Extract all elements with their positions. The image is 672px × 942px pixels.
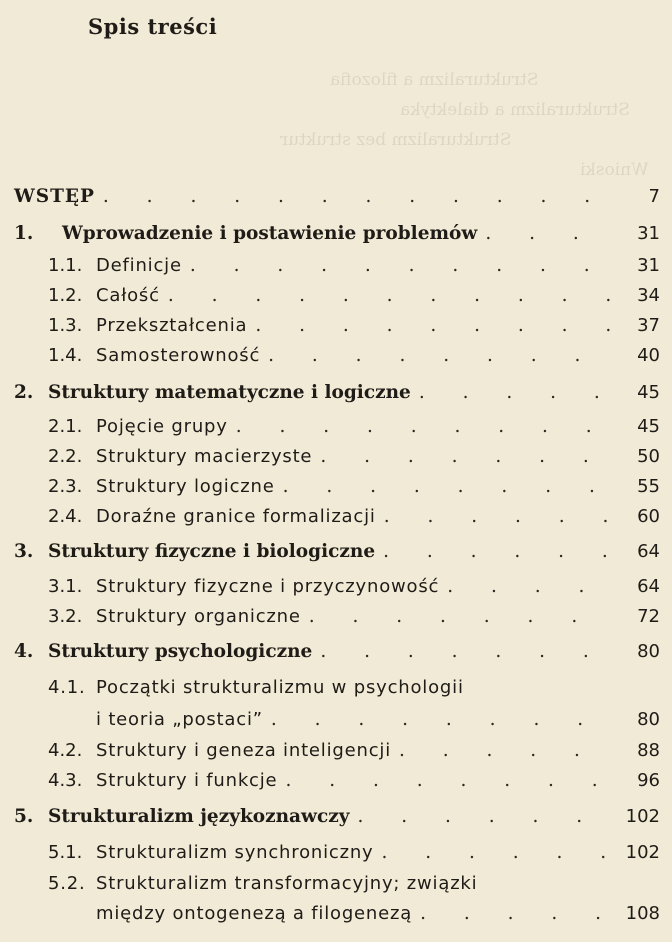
- page-number: 31: [637, 223, 660, 244]
- page-number: 7: [648, 186, 660, 207]
- section-number: 1.1.: [48, 255, 83, 276]
- dot-leader: [320, 446, 616, 467]
- dot-leader: [309, 606, 616, 627]
- chapter-title: Strukturalizm językoznawczy: [48, 806, 350, 827]
- chapter-title: Struktury matematyczne i logiczne: [48, 382, 411, 403]
- toc-chapter-4[interactable]: [0, 641, 660, 671]
- dot-leader: [236, 416, 616, 437]
- section-number: 2.4.: [48, 506, 83, 527]
- dot-leader: [168, 285, 616, 306]
- dot-leader: [383, 541, 616, 562]
- dot-leader: [283, 476, 616, 497]
- dot-leader: [271, 709, 616, 730]
- section-number: 4.1.: [48, 677, 86, 698]
- toc-chapter-1[interactable]: [0, 223, 660, 253]
- dot-leader: [255, 315, 616, 336]
- page-number: 108: [625, 903, 660, 924]
- section-number: 4.3.: [48, 770, 83, 791]
- chapter-number: 2.: [14, 382, 34, 403]
- section-number: 5.2.: [48, 873, 86, 894]
- section-number: 5.1.: [48, 842, 83, 863]
- page-number: 55: [637, 476, 660, 497]
- chapter-number: 5.: [14, 806, 34, 827]
- bleed-through-text: Strukturalizm a filozofia Strukturalizm a dialektyka Strukturalizm bez struktur Wnioski: [280, 70, 649, 180]
- section-number: 2.2.: [48, 446, 83, 467]
- toc-section-1-1[interactable]: [0, 255, 660, 285]
- toc-section-5-1[interactable]: [0, 842, 660, 872]
- section-title: Definicje: [96, 255, 182, 276]
- toc-chapter-3[interactable]: [0, 541, 660, 571]
- toc-section-4-1[interactable]: [0, 709, 660, 739]
- section-number: 1.2.: [48, 285, 83, 306]
- toc-section-4-1-line1[interactable]: [48, 677, 464, 698]
- toc-section-5-2-line1[interactable]: [48, 873, 477, 894]
- section-title: Struktury i geneza inteligencji: [96, 740, 392, 761]
- page-number: 102: [625, 806, 660, 827]
- chapter-number: 4.: [14, 641, 34, 662]
- section-title: między ontogenezą a filogenezą: [96, 903, 413, 924]
- page-number: 102: [625, 842, 660, 863]
- page-number: 96: [637, 770, 660, 791]
- dot-leader: [485, 223, 616, 244]
- page-number: 37: [637, 315, 660, 336]
- section-title: Struktury macierzyste: [96, 446, 313, 467]
- section-number: 2.3.: [48, 476, 83, 497]
- toc-section-1-2[interactable]: [0, 285, 660, 315]
- toc-section-2-1[interactable]: [0, 416, 660, 446]
- toc-section-3-2[interactable]: [0, 606, 660, 636]
- dot-leader: [190, 255, 616, 276]
- section-title: Struktury organiczne: [96, 606, 301, 627]
- dot-leader: [285, 770, 616, 791]
- page-number: 64: [637, 541, 660, 562]
- section-title: Całość: [96, 285, 160, 306]
- toc-section-5-2[interactable]: [0, 903, 660, 933]
- dot-leader: [320, 641, 616, 662]
- page-number: 40: [637, 345, 660, 366]
- section-title: i teoria „postaci”: [96, 709, 263, 730]
- section-number: 2.1.: [48, 416, 83, 437]
- section-title: Struktury logiczne: [96, 476, 275, 497]
- dot-leader: [420, 903, 616, 924]
- page-number: 45: [637, 416, 660, 437]
- page-title: Spis treści: [88, 14, 218, 39]
- section-title-line1: Początki strukturalizmu w psychologii: [96, 677, 464, 698]
- section-title: Samosterowność: [96, 345, 261, 366]
- chapter-number: 1.: [14, 223, 34, 244]
- toc-chapter-5[interactable]: [0, 806, 660, 836]
- toc-chapter-2[interactable]: [0, 382, 660, 412]
- dot-leader: [268, 345, 616, 366]
- section-title: Struktury i funkcje: [96, 770, 278, 791]
- dot-leader: [358, 806, 617, 827]
- toc-section-3-1[interactable]: [0, 576, 660, 606]
- page-number: 72: [637, 606, 660, 627]
- toc-section-4-2[interactable]: [0, 740, 660, 770]
- page-number: 34: [637, 285, 660, 306]
- section-number: 4.2.: [48, 740, 83, 761]
- page-number: 60: [637, 506, 660, 527]
- section-number: 1.3.: [48, 315, 83, 336]
- page-number: 80: [637, 641, 660, 662]
- toc-entry-intro[interactable]: [0, 186, 660, 216]
- section-title: Strukturalizm synchroniczny: [96, 842, 374, 863]
- toc-entry-label: WSTĘP: [14, 186, 95, 207]
- dot-leader: [384, 506, 616, 527]
- section-number: 3.2.: [48, 606, 83, 627]
- section-number: 1.4.: [48, 345, 83, 366]
- section-title: Pojęcie grupy: [96, 416, 228, 437]
- toc-section-2-4[interactable]: [0, 506, 660, 536]
- chapter-title: Wprowadzenie i postawienie problemów: [62, 223, 478, 244]
- dot-leader: [382, 842, 617, 863]
- section-title-line1: Strukturalizm transformacyjny; związki: [96, 873, 478, 894]
- chapter-number: 3.: [14, 541, 34, 562]
- dot-leader: [419, 382, 616, 403]
- page-number: 31: [637, 255, 660, 276]
- dot-leader: [399, 740, 616, 761]
- section-title: Struktury fizyczne i przyczynowość: [96, 576, 440, 597]
- chapter-title: Struktury fizyczne i biologiczne: [48, 541, 376, 562]
- section-title: Doraźne granice formalizacji: [96, 506, 376, 527]
- section-number: 3.1.: [48, 576, 83, 597]
- toc-section-2-2[interactable]: [0, 446, 660, 476]
- section-title: Przekształcenia: [96, 315, 248, 336]
- toc-section-1-4[interactable]: [0, 345, 660, 375]
- page-number: 64: [637, 576, 660, 597]
- dot-leader: [447, 576, 616, 597]
- page-number: 88: [637, 740, 660, 761]
- chapter-title: Struktury psychologiczne: [48, 641, 313, 662]
- dot-leader: [103, 186, 616, 207]
- toc-section-4-3[interactable]: [0, 770, 660, 800]
- page-number: 80: [637, 709, 660, 730]
- toc-section-2-3[interactable]: [0, 476, 660, 506]
- page-number: 50: [637, 446, 660, 467]
- toc-section-1-3[interactable]: [0, 315, 660, 345]
- page-number: 45: [637, 382, 660, 403]
